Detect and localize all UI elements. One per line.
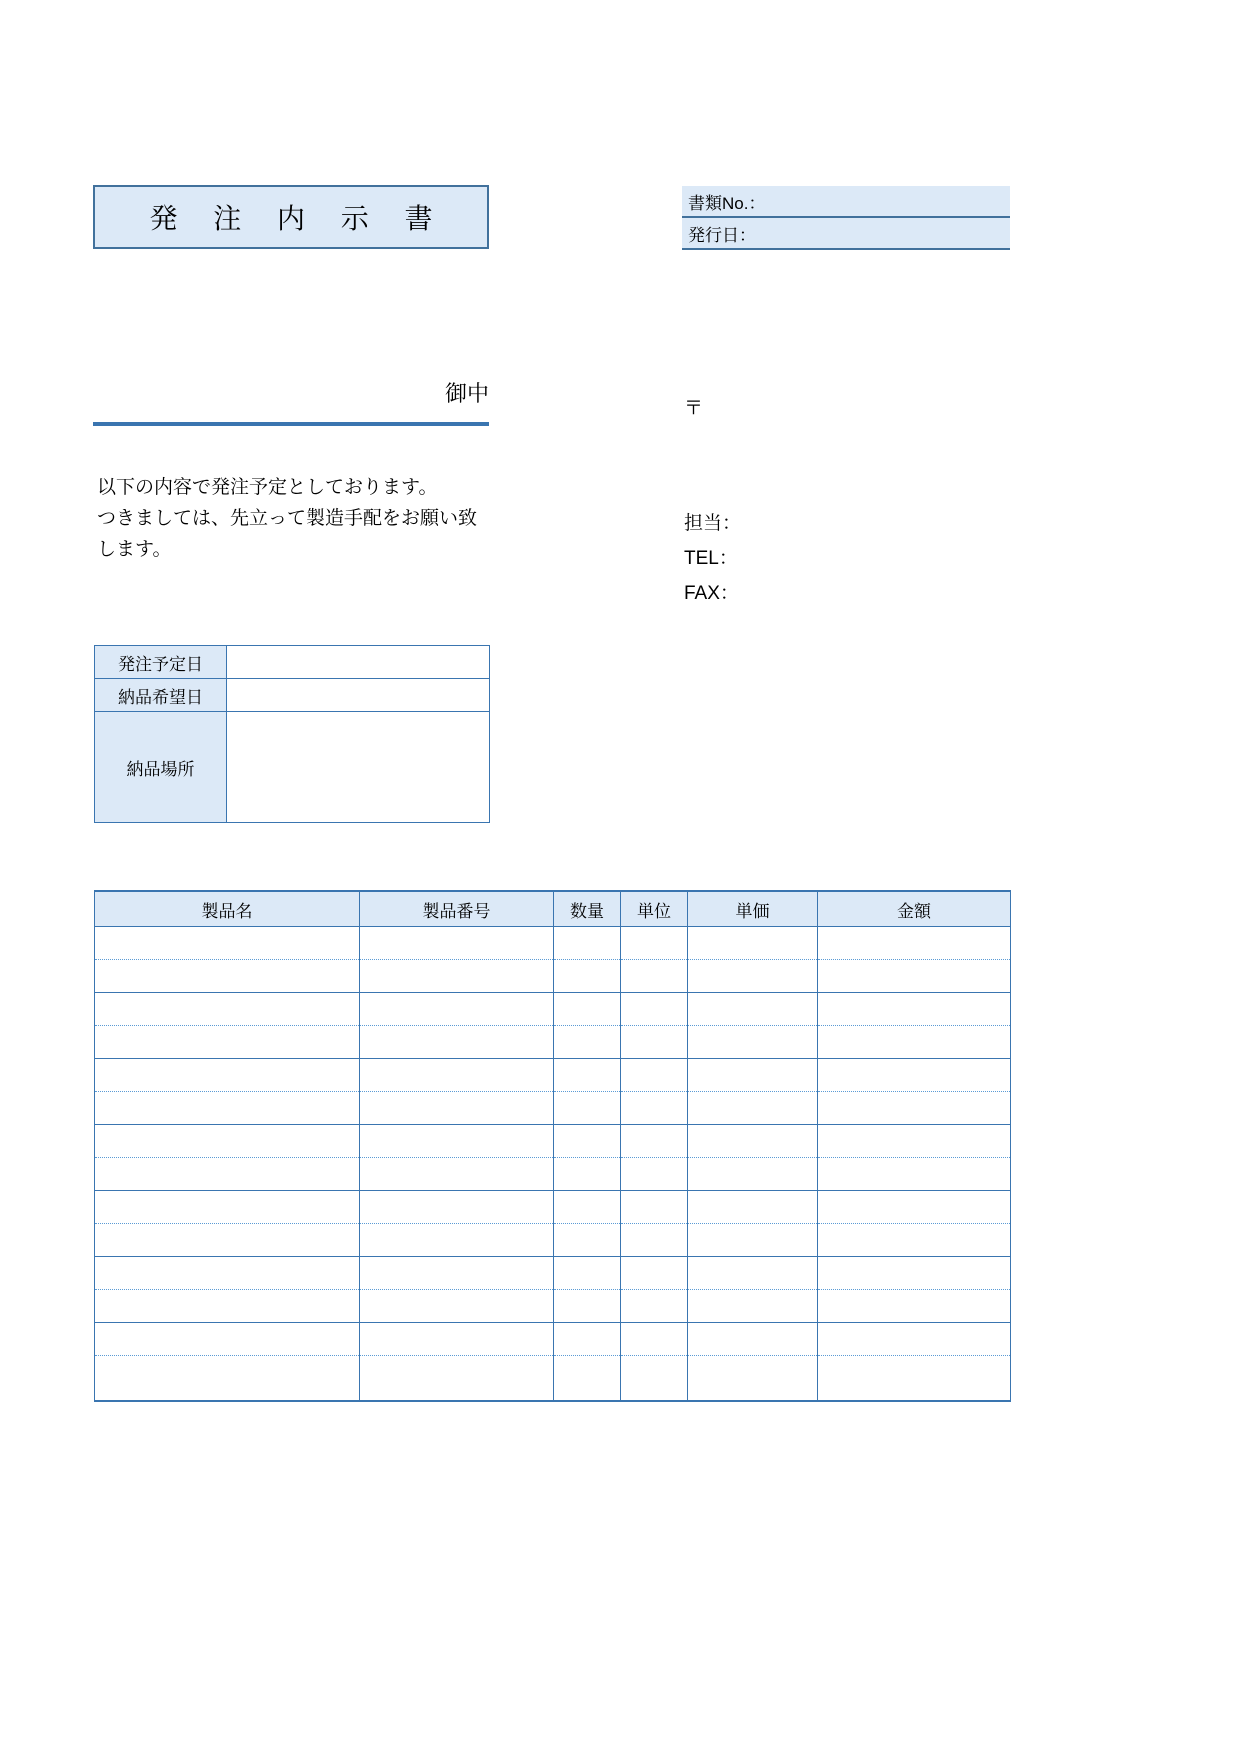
sender-company[interactable] xyxy=(684,471,1014,506)
desired-delivery-date-label: 納品希望日 xyxy=(95,679,227,712)
sender-address[interactable] xyxy=(684,419,1014,471)
document-meta xyxy=(682,186,1010,250)
table-row xyxy=(95,1092,1011,1125)
cell-quantity[interactable] xyxy=(554,993,621,1026)
table-row xyxy=(95,1257,1011,1290)
cell-unit[interactable] xyxy=(621,1125,688,1158)
cell-quantity[interactable] xyxy=(554,1059,621,1092)
table-row xyxy=(95,1356,1011,1402)
cell-unit[interactable] xyxy=(621,1092,688,1125)
sender-fax-label: FAX： xyxy=(684,583,739,604)
cell-product-code[interactable] xyxy=(360,960,554,993)
cell-product-code[interactable] xyxy=(360,927,554,960)
cell-product-name[interactable] xyxy=(95,1290,360,1323)
cell-amount[interactable] xyxy=(818,1257,1011,1290)
cell-quantity[interactable] xyxy=(554,1356,621,1402)
cell-product-code[interactable] xyxy=(360,993,554,1026)
sender-fax-row[interactable] xyxy=(684,576,1014,611)
table-row xyxy=(95,646,490,679)
cell-amount[interactable] xyxy=(818,1158,1011,1191)
cell-quantity[interactable] xyxy=(554,1323,621,1356)
cell-amount[interactable] xyxy=(818,1323,1011,1356)
document-number-row[interactable] xyxy=(682,186,1010,218)
table-row xyxy=(95,1224,1011,1257)
cell-amount[interactable] xyxy=(818,1356,1011,1402)
sender-block xyxy=(684,393,1014,611)
cell-product-code[interactable] xyxy=(360,1158,554,1191)
cell-unit[interactable] xyxy=(621,927,688,960)
cell-product-code[interactable] xyxy=(360,1323,554,1356)
products-table xyxy=(94,890,1011,1402)
cell-product-name[interactable] xyxy=(95,1158,360,1191)
table-row xyxy=(95,960,1011,993)
cell-product-name[interactable] xyxy=(95,1191,360,1224)
cell-amount[interactable] xyxy=(818,1059,1011,1092)
cell-unit[interactable] xyxy=(621,1026,688,1059)
cell-amount[interactable] xyxy=(818,993,1011,1026)
cell-amount[interactable] xyxy=(818,1191,1011,1224)
recipient-underline xyxy=(93,422,489,426)
cell-unit[interactable] xyxy=(621,1290,688,1323)
cell-quantity[interactable] xyxy=(554,1125,621,1158)
cell-unit[interactable] xyxy=(621,1224,688,1257)
column-header-unit: 単位 xyxy=(621,891,688,927)
cell-unit-price[interactable] xyxy=(688,960,818,993)
cell-product-name[interactable] xyxy=(95,960,360,993)
postal-mark-icon: 〒 xyxy=(684,398,704,419)
cell-product-code[interactable] xyxy=(360,1092,554,1125)
cell-product-name[interactable] xyxy=(95,1323,360,1356)
cell-product-code[interactable] xyxy=(360,1059,554,1092)
sender-postal-line[interactable] xyxy=(684,393,1014,419)
cell-product-name[interactable] xyxy=(95,993,360,1026)
cell-product-name[interactable] xyxy=(95,1257,360,1290)
cell-unit-price[interactable] xyxy=(688,1356,818,1402)
table-row xyxy=(95,1290,1011,1323)
issue-date-row[interactable] xyxy=(682,218,1010,250)
cell-amount[interactable] xyxy=(818,1092,1011,1125)
cell-quantity[interactable] xyxy=(554,960,621,993)
cell-quantity[interactable] xyxy=(554,1026,621,1059)
cell-unit[interactable] xyxy=(621,1059,688,1092)
cell-quantity[interactable] xyxy=(554,1191,621,1224)
order-date-value[interactable] xyxy=(227,646,490,679)
recipient-name-line[interactable] xyxy=(93,360,489,408)
cell-amount[interactable] xyxy=(818,1026,1011,1059)
cell-unit-price[interactable] xyxy=(688,1092,818,1125)
table-row xyxy=(95,1125,1011,1158)
cell-product-code[interactable] xyxy=(360,1026,554,1059)
sender-tel-label: TEL： xyxy=(684,548,738,569)
document-title-box xyxy=(93,185,489,249)
body-message xyxy=(97,472,497,565)
cell-product-code[interactable] xyxy=(360,1290,554,1323)
cell-unit[interactable] xyxy=(621,960,688,993)
table-row xyxy=(95,679,490,712)
cell-amount[interactable] xyxy=(818,1224,1011,1257)
cell-unit-price[interactable] xyxy=(688,1257,818,1290)
table-row xyxy=(95,1059,1011,1092)
cell-unit-price[interactable] xyxy=(688,1026,818,1059)
desired-delivery-date-value[interactable] xyxy=(227,679,490,712)
table-row xyxy=(95,1191,1011,1224)
table-row xyxy=(95,712,490,823)
recipient-block xyxy=(93,360,489,426)
cell-quantity[interactable] xyxy=(554,927,621,960)
table-row xyxy=(95,1026,1011,1059)
cell-unit[interactable] xyxy=(621,1257,688,1290)
cell-unit-price[interactable] xyxy=(688,1059,818,1092)
sender-contact-label: 担当： xyxy=(684,513,742,534)
cell-quantity[interactable] xyxy=(554,1257,621,1290)
cell-quantity[interactable] xyxy=(554,1224,621,1257)
cell-product-name[interactable] xyxy=(95,927,360,960)
cell-amount[interactable] xyxy=(818,1290,1011,1323)
cell-product-code[interactable] xyxy=(360,1356,554,1402)
cell-unit-price[interactable] xyxy=(688,1158,818,1191)
delivery-place-label: 納品場所 xyxy=(95,712,227,823)
recipient-honorific: 御中 xyxy=(444,381,489,406)
column-header-product-name: 製品名 xyxy=(95,891,360,927)
table-row xyxy=(95,1323,1011,1356)
cell-product-name[interactable] xyxy=(95,1356,360,1402)
cell-unit-price[interactable] xyxy=(688,1224,818,1257)
cell-unit-price[interactable] xyxy=(688,927,818,960)
cell-quantity[interactable] xyxy=(554,1158,621,1191)
cell-amount[interactable] xyxy=(818,960,1011,993)
body-line-2: つきましては、先立って製造手配をお願い致 xyxy=(97,508,478,529)
cell-product-name[interactable] xyxy=(95,1125,360,1158)
column-header-unit-price: 単価 xyxy=(688,891,818,927)
table-row xyxy=(95,927,1011,960)
cell-product-name[interactable] xyxy=(95,1059,360,1092)
cell-unit[interactable] xyxy=(621,1158,688,1191)
body-line-1: 以下の内容で発注予定としております。 xyxy=(97,477,438,498)
delivery-info-table xyxy=(94,645,490,823)
cell-product-name[interactable] xyxy=(95,1092,360,1125)
cell-unit[interactable] xyxy=(621,1356,688,1402)
table-row xyxy=(95,1158,1011,1191)
order-date-label: 発注予定日 xyxy=(95,646,227,679)
cell-product-name[interactable] xyxy=(95,1224,360,1257)
cell-product-code[interactable] xyxy=(360,1125,554,1158)
cell-product-code[interactable] xyxy=(360,1191,554,1224)
column-header-quantity: 数量 xyxy=(554,891,621,927)
column-header-amount: 金額 xyxy=(818,891,1011,927)
cell-unit-price[interactable] xyxy=(688,1290,818,1323)
cell-unit[interactable] xyxy=(621,1323,688,1356)
products-table-header-row xyxy=(95,891,1011,927)
cell-quantity[interactable] xyxy=(554,1092,621,1125)
table-row xyxy=(95,993,1011,1026)
cell-amount[interactable] xyxy=(818,1125,1011,1158)
issue-date-label: 発行日： xyxy=(688,225,756,245)
sender-contact-row[interactable] xyxy=(684,506,1014,541)
cell-amount[interactable] xyxy=(818,927,1011,960)
page-title: 発 注 内 示 書 xyxy=(149,203,447,234)
body-line-3: します。 xyxy=(97,539,172,560)
products-table-body xyxy=(95,927,1011,1402)
cell-quantity[interactable] xyxy=(554,1290,621,1323)
cell-unit-price[interactable] xyxy=(688,1191,818,1224)
cell-product-name[interactable] xyxy=(95,1026,360,1059)
cell-unit[interactable] xyxy=(621,993,688,1026)
cell-unit-price[interactable] xyxy=(688,1125,818,1158)
cell-unit[interactable] xyxy=(621,1191,688,1224)
cell-unit-price[interactable] xyxy=(688,993,818,1026)
document-number-label: 書類No.： xyxy=(688,193,766,213)
column-header-product-code: 製品番号 xyxy=(360,891,554,927)
cell-unit-price[interactable] xyxy=(688,1323,818,1356)
delivery-place-value[interactable] xyxy=(227,712,490,823)
sender-tel-row[interactable] xyxy=(684,541,1014,576)
cell-product-code[interactable] xyxy=(360,1257,554,1290)
cell-product-code[interactable] xyxy=(360,1224,554,1257)
